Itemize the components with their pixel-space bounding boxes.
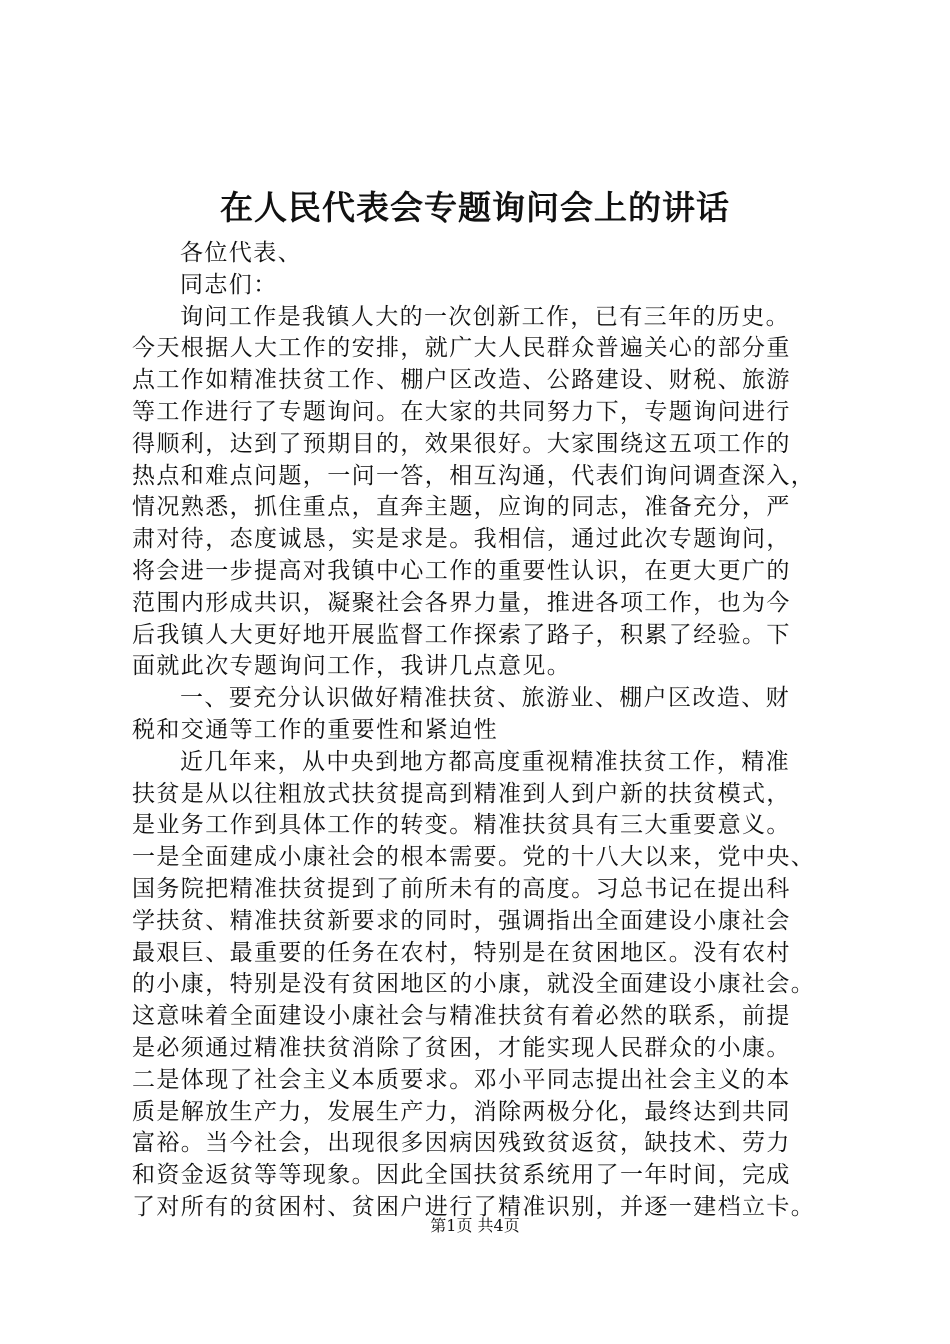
salutation-line: 各位代表、: [180, 240, 302, 266]
paragraph-line: 询问工作是我镇人大的一次创新工作，已有三年的历史。: [180, 303, 790, 330]
paragraph-line: 今天根据人大工作的安排，就广大人民群众普遍关心的部分重: [132, 335, 791, 362]
paragraph-line: 是必须通过精准扶贫消除了贫困，才能实现人民群众的小康。: [132, 1034, 791, 1061]
paragraph-line: 面就此次专题询问工作，我讲几点意见。: [132, 653, 572, 680]
page-number-footer: 第1页 共4页: [430, 1216, 520, 1235]
paragraph-line: 范围内形成共识，凝聚社会各界力量，推进各项工作，也为今: [132, 589, 791, 616]
section-heading-line: 一、要充分认识做好精准扶贫、旅游业、棚户区改造、财: [180, 685, 790, 712]
paragraph-line: 一是全面建成小康社会的根本需要。党的十八大以来，党中央、: [132, 844, 816, 871]
section-heading-line: 税和交通等工作的重要性和紧迫性: [132, 716, 498, 743]
paragraph-line: 这意味着全面建设小康社会与精准扶贫有着必然的联系，前提: [132, 1003, 791, 1030]
paragraph-line: 后我镇人大更好地开展监督工作探索了路子，积累了经验。下: [132, 621, 791, 648]
paragraph-line: 点工作如精准扶贫工作、棚户区改造、公路建设、财税、旅游: [132, 367, 791, 394]
paragraph-line: 学扶贫、精准扶贫新要求的同时，强调指出全面建设小康社会: [132, 907, 791, 934]
paragraph-line: 的小康，特别是没有贫困地区的小康，就没全面建设小康社会。: [132, 971, 816, 998]
paragraph-line: 和资金返贫等等现象。因此全国扶贫系统用了一年时间，完成: [132, 1162, 791, 1189]
paragraph-line: 等工作进行了专题询问。在大家的共同努力下，专题询问进行: [132, 398, 791, 425]
paragraph-line: 国务院把精准扶贫提到了前所未有的高度。习总书记在提出科: [132, 875, 791, 902]
paragraph-line: 热点和难点问题，一问一答，相互沟通，代表们询问调查深入，: [132, 462, 816, 489]
paragraph-line: 二是体现了社会主义本质要求。邓小平同志提出社会主义的本: [132, 1066, 791, 1093]
paragraph-line: 了对所有的贫困村、贫困户进行了精准识别，并逐一建档立卡。: [132, 1193, 816, 1220]
document-title: 在人民代表会专题询问会上的讲话: [220, 188, 730, 227]
document-body: [132, 238, 852, 1224]
paragraph-line: 近几年来，从中央到地方都高度重视精准扶贫工作，精准: [180, 748, 790, 775]
paragraph-line: 得顺利，达到了预期目的，效果很好。大家围绕这五项工作的: [132, 430, 791, 457]
paragraph-line: 肃对待，态度诚恳，实是求是。我相信，通过此次专题询问，: [132, 526, 791, 553]
paragraph-line: 扶贫是从以往粗放式扶贫提高到精准到人到户新的扶贫模式，: [132, 780, 791, 807]
paragraph-line: 最艰巨、最重要的任务在农村，特别是在贫困地区。没有农村: [132, 939, 791, 966]
paragraph-line: 将会进一步提高对我镇中心工作的重要性认识，在更大更广的: [132, 557, 791, 584]
paragraph-line: 质是解放生产力，发展生产力，消除两极分化，最终达到共同: [132, 1098, 791, 1125]
salutation-line: 同志们：: [180, 271, 278, 298]
paragraph-line: 富裕。当今社会，出现很多因病因残致贫返贫，缺技术、劳力: [132, 1130, 791, 1157]
paragraph-line: 是业务工作到具体工作的转变。精准扶贫具有三大重要意义。: [132, 812, 791, 839]
paragraph-line: 情况熟悉，抓住重点，直奔主题，应询的同志，准备充分，严: [132, 494, 791, 521]
